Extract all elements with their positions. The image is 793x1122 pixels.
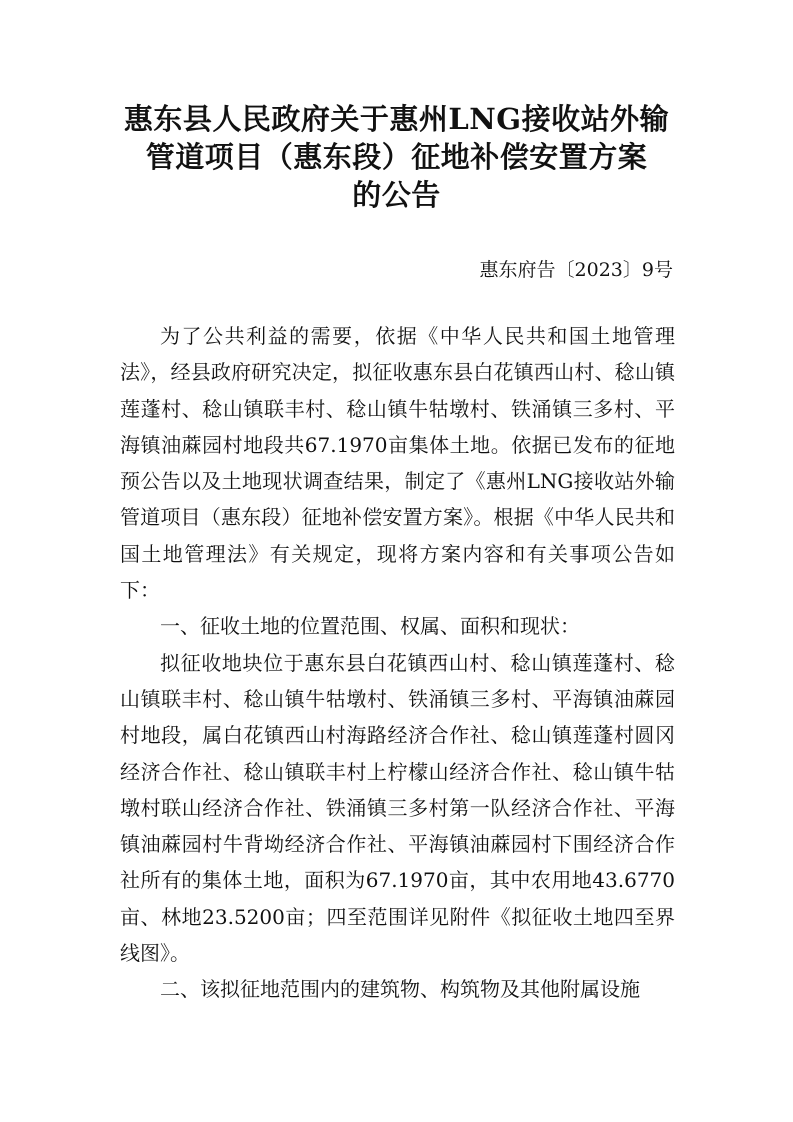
paragraph-land-scope: 拟征收地块位于惠东县白花镇西山村、稔山镇莲蓬村、稔山镇联丰村、稔山镇牛牯墩村、铁涌镇三多村、平海镇油蔴园村地段，属白花镇西山村海路经济合作社、稔山镇莲蓬村圆冈经济合作社、稔山镇联丰村上柠檬山经济合作社、稔山镇牛牯墩村联山经济合作社、铁涌镇三多村第一队经济合作社、平海镇油蔴园村牛背坳经济合作社、平海镇油蔴园村下围经济合作社所有的集体土地，面积为67.1970亩，其中农用地43.6770亩、林地23.5200亩；四至范围详见附件《拟征收土地四至界线图》。	[120, 650, 675, 966]
title-line-3: 的公告	[352, 178, 441, 212]
title-line-2: 管道项目（惠东段）征地补偿安置方案	[145, 140, 648, 174]
document-title	[100, 100, 693, 214]
section-heading-2: 二、该拟征地范围内的建筑物、构筑物及其他附属设施	[160, 977, 640, 1002]
title-line-1: 惠东县人民政府关于惠州LNG接收站外输	[123, 102, 670, 136]
document-number: 惠东府告〔2023〕9号	[479, 259, 673, 281]
document-body	[120, 318, 675, 1008]
section-heading-1: 一、征收土地的位置范围、权属、面积和现状：	[160, 614, 580, 639]
paragraph-intro: 为了公共利益的需要，依据《中华人民共和国土地管理法》，经县政府研究决定，拟征收惠东县白花镇西山村、稔山镇莲蓬村、稔山镇联丰村、稔山镇牛牯墩村、铁涌镇三多村、平海镇油蔴园村地段共67.1970亩集体土地。依据已发布的征地预公告以及土地现状调查结果，制定了《惠州LNG接收站外输管道项目（惠东段）征地补偿安置方案》。根据《中华人民共和国土地管理法》有关规定，现将方案内容和有关事项公告如下：	[120, 324, 675, 603]
